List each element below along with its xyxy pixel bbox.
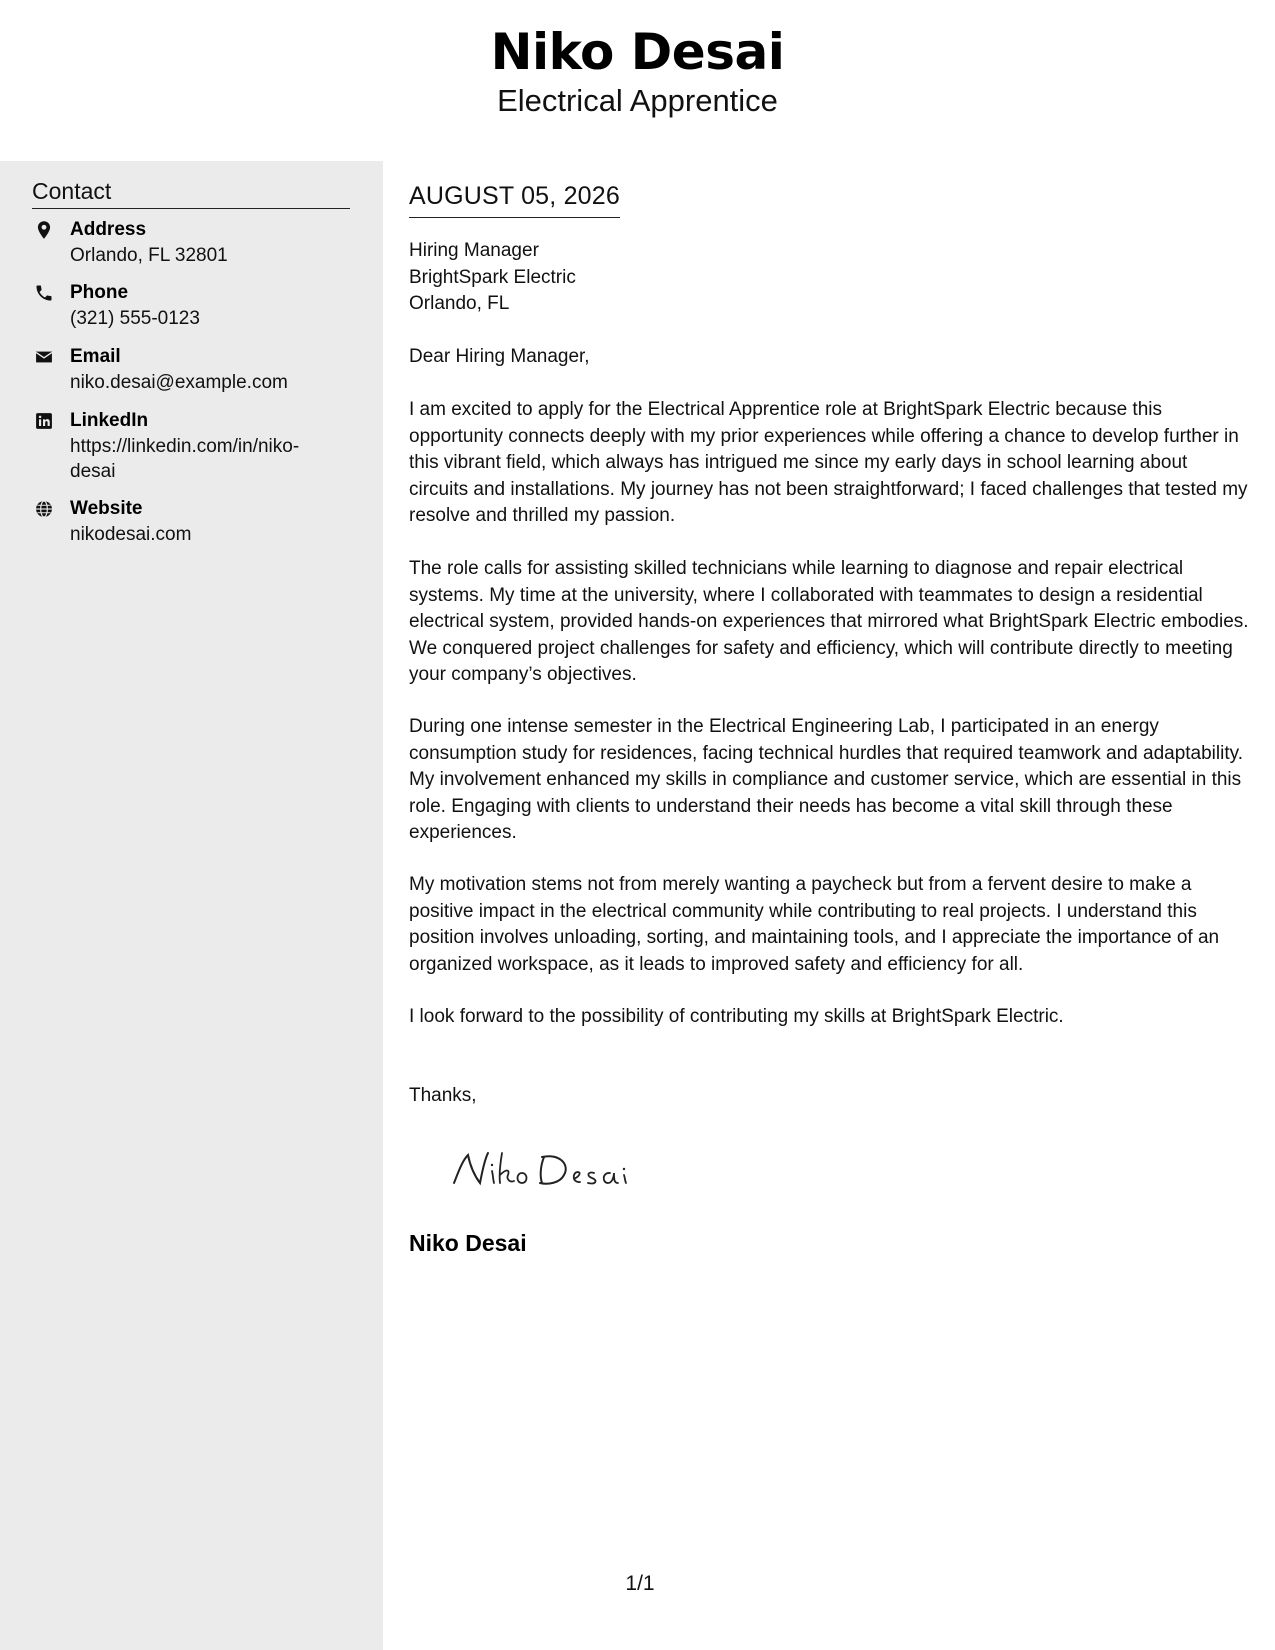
- paragraph-4: [409, 872, 1251, 978]
- recipient-block: [409, 238, 576, 318]
- salutation: [409, 344, 1251, 371]
- paragraph-2: [409, 556, 1251, 689]
- contact-value: https://linkedin.com/in/niko-desai: [70, 436, 300, 482]
- contact-heading: Contact: [32, 176, 350, 209]
- contact-value: (321) 555-0123: [70, 308, 200, 329]
- letter-date: AUGUST 05, 2026: [409, 180, 620, 218]
- paragraph-text: The role calls for assisting skilled technicians while learning to diagnose and repair electrical systems. My time at the university, where I collaborated with teammates to design a residential electrical system, provided hands-on experiences that mirrored what BrightSpark Electric embodies. We conquered project challenges for safety and efficiency, which will contribute directly to meeting your company’s objectives.: [409, 558, 1249, 685]
- globe-icon: [34, 499, 54, 519]
- contact-label: Phone: [70, 282, 129, 303]
- envelope-icon: [34, 347, 54, 367]
- letter-header: [0, 0, 1275, 160]
- paragraph-3: [409, 714, 1251, 847]
- contact-label: Address: [70, 219, 147, 240]
- contact-label: Email: [70, 346, 121, 367]
- paragraph-text: During one intense semester in the Electrical Engineering Lab, I participated in an energy consumption study for residences, facing technical hurdles that required teamwork and adaptability. My involvement enhanced my skills in compliance and customer service, which are essential in this role. Engaging with clients to understand their needs has become a vital skill through these experiences.: [409, 716, 1243, 843]
- paragraph-1: [409, 397, 1251, 530]
- contact-value: Orlando, FL 32801: [70, 245, 228, 266]
- applicant-role: Electrical Apprentice: [497, 83, 778, 118]
- closing-text: Thanks,: [409, 1085, 477, 1106]
- paragraph-5: [409, 1004, 1251, 1031]
- recipient-line: BrightSpark Electric: [409, 266, 576, 288]
- signature-image: [448, 1143, 638, 1199]
- contact-label: LinkedIn: [70, 410, 149, 431]
- recipient-line: Orlando, FL: [409, 293, 510, 314]
- linkedin-icon: [34, 411, 54, 431]
- contact-value: niko.desai@example.com: [70, 372, 288, 393]
- contact-label: Website: [70, 498, 143, 519]
- contact-value: nikodesai.com: [70, 524, 192, 545]
- paragraph-text: I look forward to the possibility of contributing my skills at BrightSpark Electric.: [409, 1006, 1064, 1027]
- signer-name: Niko Desai: [409, 1230, 527, 1256]
- closing: [409, 1083, 1251, 1110]
- phone-icon: [34, 283, 54, 303]
- recipient-line: Hiring Manager: [409, 240, 539, 261]
- page-number: 1/1: [625, 1572, 655, 1595]
- paragraph-text: I am excited to apply for the Electrical Apprentice role at BrightSpark Electric because this opportunity connects deeply with my prior experiences while offering a chance to develop further in this vibrant field, which always has intrigued me since my early days in school learning about circuits and installations. My journey has not been straightforward; I faced challenges that tested my resolve and thrilled my passion.: [409, 399, 1248, 526]
- applicant-name: Niko Desai: [490, 23, 785, 81]
- paragraph-text: My motivation stems not from merely wanting a paycheck but from a fervent desire to make a positive impact in the electrical community while contributing to real projects. I understand this position involves unloading, sorting, and maintaining tools, and I appreciate the importance of an organized workspace, as it leads to improved safety and efficiency for all.: [409, 874, 1220, 975]
- salutation-text: Dear Hiring Manager,: [409, 346, 590, 367]
- map-pin-icon: [34, 220, 54, 240]
